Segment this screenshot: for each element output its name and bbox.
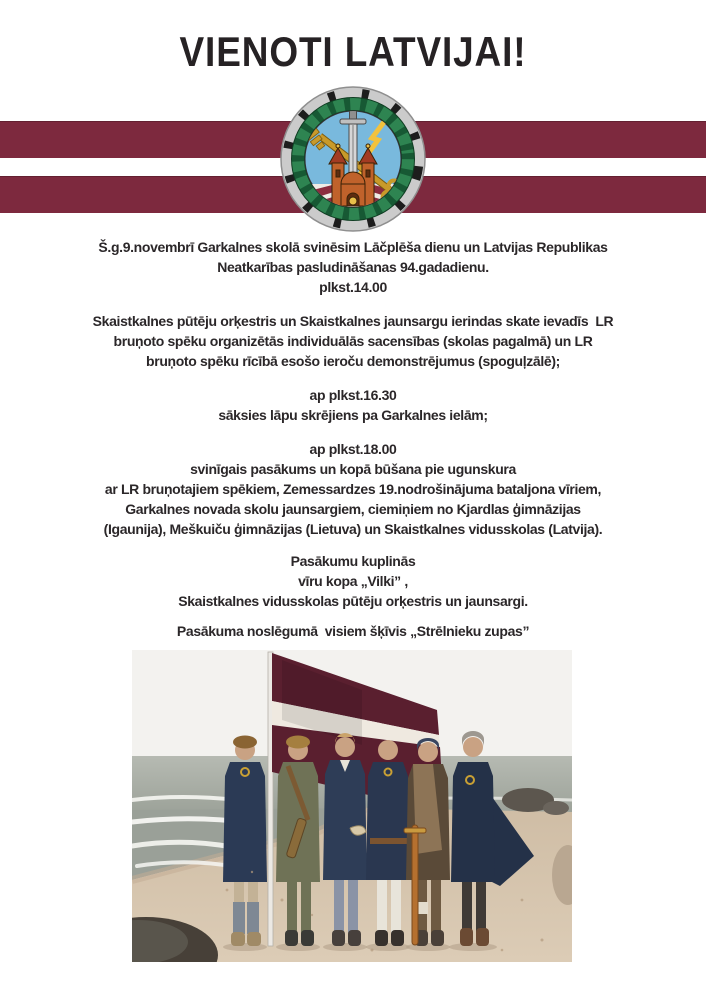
schedule-1800-paragraph [36,439,670,539]
text-line: Š.g.9.novembrī Garkalnes skolā svinēsim Lāčplēša dienu un Latvijas Republikas [98,239,608,255]
text-line: plkst.14.00 [319,279,387,295]
text-line: Pasākumu kuplinās [290,553,416,569]
text-line: svinīgais pasākums un kopā būšana pie ugunskura [190,461,516,477]
beach-photo-svg [132,650,572,962]
schedule-1630-paragraph [36,385,670,425]
event-intro-paragraph [36,237,670,297]
photo-men-with-latvian-flag [132,650,572,962]
text-line: bruņoto spēku rīcībā esošo ieroču demonstrējumus (spoguļzālē); [146,353,560,369]
text-line: vīru kopa „Vilki” , [298,573,408,589]
poster-title: VIENOTI LATVIJAI! [179,28,527,75]
event-details [36,237,670,655]
text-line: Pasākuma noslēgumā visiem šķīvis „Strēlnieku zupas” [176,623,530,639]
text-line: (Igaunija), Meškuiču ģimnāzijas (Lietuva) un Skaistkalnes vidusskolas (Latvija). [103,521,603,537]
text-line: ar LR bruņotajiem spēkiem, Zemessardzes 19.nodrošinājuma bataljona vīriem, [104,481,602,497]
text-line: Neatkarības pasludināšanas 94.gadadienu. [217,259,489,275]
text-line: ap plkst.18.00 [309,441,397,457]
closing-paragraph [36,621,670,641]
text-line: Skaistkalnes vidusskolas pūtēju orķestris un jaunsargi. [178,593,528,609]
schedule-1400-paragraph [36,311,670,371]
military-crest-svg [278,84,428,234]
text-line: Skaistkalnes pūtēju orķestris un Skaistkalnes jaunsargu ierindas skate ievadīs LR [92,313,614,329]
text-line: sāksies lāpu skrējiens pa Garkalnes ielām; [218,407,488,423]
text-line: ap plkst.16.30 [309,387,397,403]
text-line: bruņoto spēku organizētās individuālās sacensības (skolas pagalmā) un LR [113,333,593,349]
performers-paragraph [36,551,670,611]
text-line: Garkalnes novada skolu jaunsargiem, ciemiņiem no Kjardlas ģimnāzijas [125,501,581,517]
military-crest-icon [278,84,428,234]
